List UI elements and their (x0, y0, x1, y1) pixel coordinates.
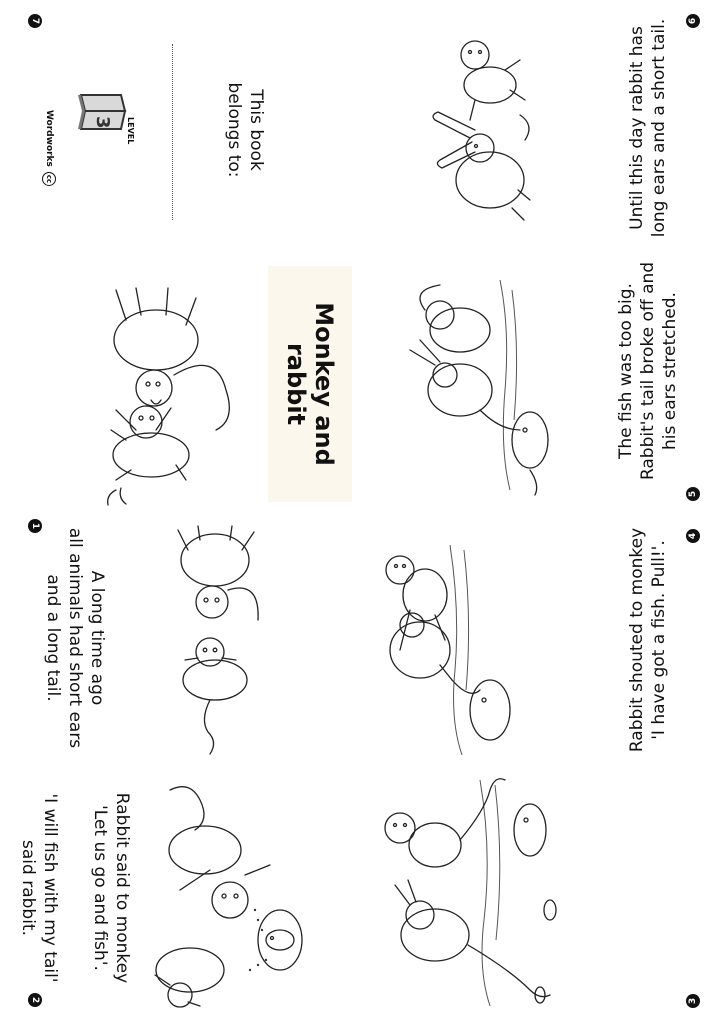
page1-illustration (170, 520, 270, 760)
page1-line-3: and a long tail. (43, 574, 63, 702)
page1-line-2: all animals had short ears (65, 527, 85, 749)
page5-illustration (400, 270, 580, 500)
cover-title-line-1: Monkey and (310, 302, 338, 466)
page-number-2: 2 (28, 993, 42, 1007)
page6-illustration (420, 30, 540, 230)
page2-line-4: said rabbit. (18, 840, 38, 936)
page5-line-1: The fish was too big. (616, 283, 636, 459)
page-number-3: 3 (686, 994, 700, 1008)
page-number-4: 4 (686, 529, 700, 543)
page-number-6: 6 (686, 14, 700, 28)
level-badge (75, 89, 135, 145)
cover-title-box (268, 266, 352, 502)
name-writing-line (172, 44, 173, 220)
page2-line-3: 'I will fish with my tail' (40, 793, 60, 983)
level-label: LEVEL (126, 117, 135, 145)
page5-line-2: Rabbit's tail broke off and (638, 261, 658, 481)
page6-line-2: long ears and a short tail. (649, 18, 669, 238)
page-number-1: 1 (28, 519, 42, 533)
page3-illustration (380, 770, 580, 1010)
page6-line-1: Until this day rabbit has (627, 26, 647, 230)
page4-line-2: 'I have got a fish. Pull!'. (649, 540, 669, 740)
cover-illustration (96, 280, 266, 510)
page5-line-3: his ears stretched. (660, 292, 680, 450)
ownership-line-1: This book (246, 89, 266, 171)
page-number-7: 7 (28, 14, 42, 28)
page1-line-1: A long time ago (87, 570, 107, 706)
page-number-5: 5 (686, 487, 700, 501)
cover-title-line-2: rabbit (282, 342, 310, 426)
page4-illustration (380, 530, 550, 760)
license-badge: cc (42, 172, 56, 186)
brand-name: Wordworks (44, 109, 54, 167)
page2-illustration (150, 770, 320, 1010)
page2-line-2: 'Let us go and fish'. (90, 805, 110, 971)
ownership-line-2: belongs to: (224, 82, 244, 178)
level-number: 3 (92, 116, 113, 129)
brand-logo (34, 109, 64, 184)
page4-line-1: Rabbit shouted to monkey (627, 527, 647, 753)
page2-line-1: Rabbit said to monkey (112, 792, 132, 984)
